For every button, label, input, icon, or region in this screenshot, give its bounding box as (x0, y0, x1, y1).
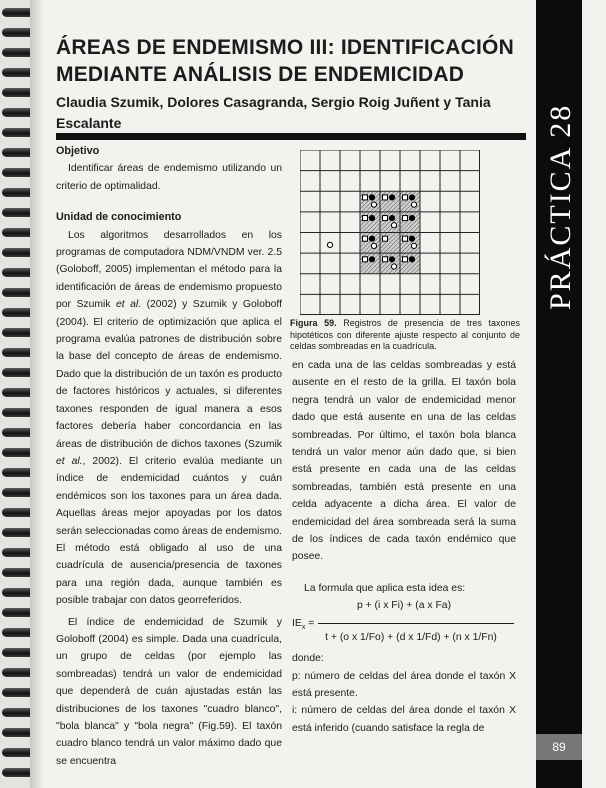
white-ball-icon (371, 202, 376, 207)
left-column (56, 143, 282, 770)
title-line-2: MEDIANTE ANÁLISIS DE ENDEMICIDAD (56, 63, 465, 86)
figure-caption (290, 318, 520, 353)
black-ball-icon (409, 215, 414, 220)
shaded-cell (380, 233, 400, 254)
white-ball-icon (411, 243, 416, 248)
shaded-cell (380, 212, 400, 233)
figure-grid (300, 150, 480, 315)
title-line-1: ÁREAS DE ENDEMISMO III: IDENTIFICACIÓN (56, 36, 514, 59)
white-square-icon (403, 236, 408, 241)
white-square-icon (383, 216, 388, 221)
et-al-2: et al. (56, 455, 83, 467)
black-ball-icon (369, 257, 374, 262)
objetivo-text: Identificar áreas de endemismo utilizando un criterio de optimalidad. (56, 163, 282, 192)
shaded-cell (380, 253, 400, 274)
formula-lhs-eq: = (305, 617, 315, 629)
shaded-cell (400, 253, 420, 274)
page-title (56, 34, 526, 88)
white-square-icon (383, 236, 388, 241)
authors: Claudia Szumik, Dolores Casagranda, Sergio Roig Juñent y Tania Escalante (56, 94, 491, 131)
white-square-icon (403, 257, 408, 262)
white-ball-icon (371, 243, 376, 248)
unidad-heading: Unidad de conocimiento (56, 211, 182, 224)
black-ball-icon (369, 215, 374, 220)
page-number: 89 (536, 734, 582, 760)
white-square-icon (383, 257, 388, 262)
white-square-icon (363, 195, 368, 200)
white-square-icon (363, 216, 368, 221)
black-ball-icon (389, 215, 394, 220)
formula-intro: La formula que aplica esta idea es: (304, 582, 466, 594)
definition-i: i: número de celdas del área donde el taxón X está inferido (cuando satisface la regla de (292, 705, 516, 734)
objetivo-heading: Objetivo (56, 145, 100, 157)
et-al-1: et al. (116, 299, 142, 311)
white-square-icon (403, 216, 408, 221)
shaded-cell (400, 233, 420, 254)
shaded-cell (360, 253, 380, 274)
white-ball-icon (391, 223, 396, 228)
white-ball-icon (391, 264, 396, 269)
unidad-p1-b: (2002) y Szumik y Goloboff (2004). El criterio de optimización que aplica el programa evalúa patrones de distribución sobre la base del concepto de áreas de endemismo. Dado que la distribución de un taxón es producto de factores históricos y actuales, si diferentes taxones responden de igual manera a esos factores debería haber concordancia en las áreas de distribución de dichos taxones (Szumik (56, 299, 282, 450)
page-gutter-shadow (30, 0, 44, 788)
unidad-p1-a: Los algoritmos desarrollados en los programas de computadora NDM/VNDM ver. 2.5 (Goloboff, 2005) implementan el método para la identificación de áreas de endemismo propuesto por Szumik (56, 229, 282, 311)
white-square-icon (403, 195, 408, 200)
shaded-cell (360, 191, 380, 212)
black-ball-icon (409, 195, 414, 200)
title-rule (56, 133, 526, 140)
formula-denominator: t + (o x 1/Fo) + (d x 1/Fd) + (n x 1/Fn) (325, 631, 497, 643)
formula-numerator: p + (i x Fi) + (a x Fa) (356, 600, 452, 612)
black-ball-icon (369, 236, 374, 241)
white-square-icon (363, 236, 368, 241)
shaded-cell (400, 191, 420, 212)
shaded-cell (360, 212, 380, 233)
shaded-cell (380, 191, 400, 212)
formula-fraction-bar (318, 623, 514, 624)
unidad-p1-c: , 2002). El criterio evalúa mediante un índice de endemicidad cuántos y cuán endémicos son los taxones para un área dada. Aquellas áreas mejor apoyadas por los datos serán seleccionadas como áreas de endemismo. El método está obligado al uso de una cuadrícula de ausencia/presencia de taxones para una región dada, aunque también es posible trabajar con datos georreferidos. (56, 455, 282, 607)
black-ball-icon (389, 257, 394, 262)
caption-label: Figura 59. (290, 318, 337, 328)
black-ball-icon (409, 257, 414, 262)
formula-lhs-sub: x (301, 623, 306, 631)
right-column (292, 357, 516, 737)
caption-text: Registros de presencia de tres taxones hipotéticos con diferente ajuste respecto al conjunto de celdas sombreadas en la cuadrícula. (290, 318, 520, 351)
unidad-paragraph-2: El índice de endemicidad de Szumik y Goloboff (2004) es simple. Dada una cuadrícula, un grupo de celdas (por ejemplo las sombreadas) tendrá un valor de endemicidad que dependerá de cuán ajustadas están las distribuciones de los taxones "cuadro blanco", "bola blanca" y "bola negra" (Fig.59). El taxón cuadro blanco tendrá un valor máximo dado que se encuentra (56, 616, 282, 767)
formula-lhs-row (292, 615, 516, 629)
white-ball-icon (327, 242, 332, 247)
donde-label: donde: (292, 653, 324, 665)
shaded-cell (360, 233, 380, 254)
formula-lhs (292, 618, 314, 629)
unidad-paragraph-1 (56, 227, 282, 610)
black-ball-icon (409, 236, 414, 241)
white-square-icon (383, 195, 388, 200)
right-paragraph-1: en cada una de las celdas sombreadas y está ausente en el resto de la grilla. El taxón bola negra tendrá un valor de endemicidad menor dado que está ausente en una de las celdas sombreadas. Por último, el taxón bola blanca tendrá un valor menor aún dado que, si bien está presente en cada una de las celdas sombreadas, también está presente en una celda adyacente a dicha área. El valor de endemicidad del área sombreada será la suma de los índices de cada taxón endémico que posee. (292, 360, 516, 563)
shaded-cell (400, 212, 420, 233)
black-ball-icon (369, 195, 374, 200)
side-tab-label: PRÁCTICA 28 (544, 103, 577, 310)
white-ball-icon (411, 202, 416, 207)
definition-p: p: número de celdas del área donde el taxón X está presente. (292, 670, 516, 699)
formula-lhs-ie: IE (292, 617, 302, 629)
black-ball-icon (389, 195, 394, 200)
white-square-icon (363, 257, 368, 262)
